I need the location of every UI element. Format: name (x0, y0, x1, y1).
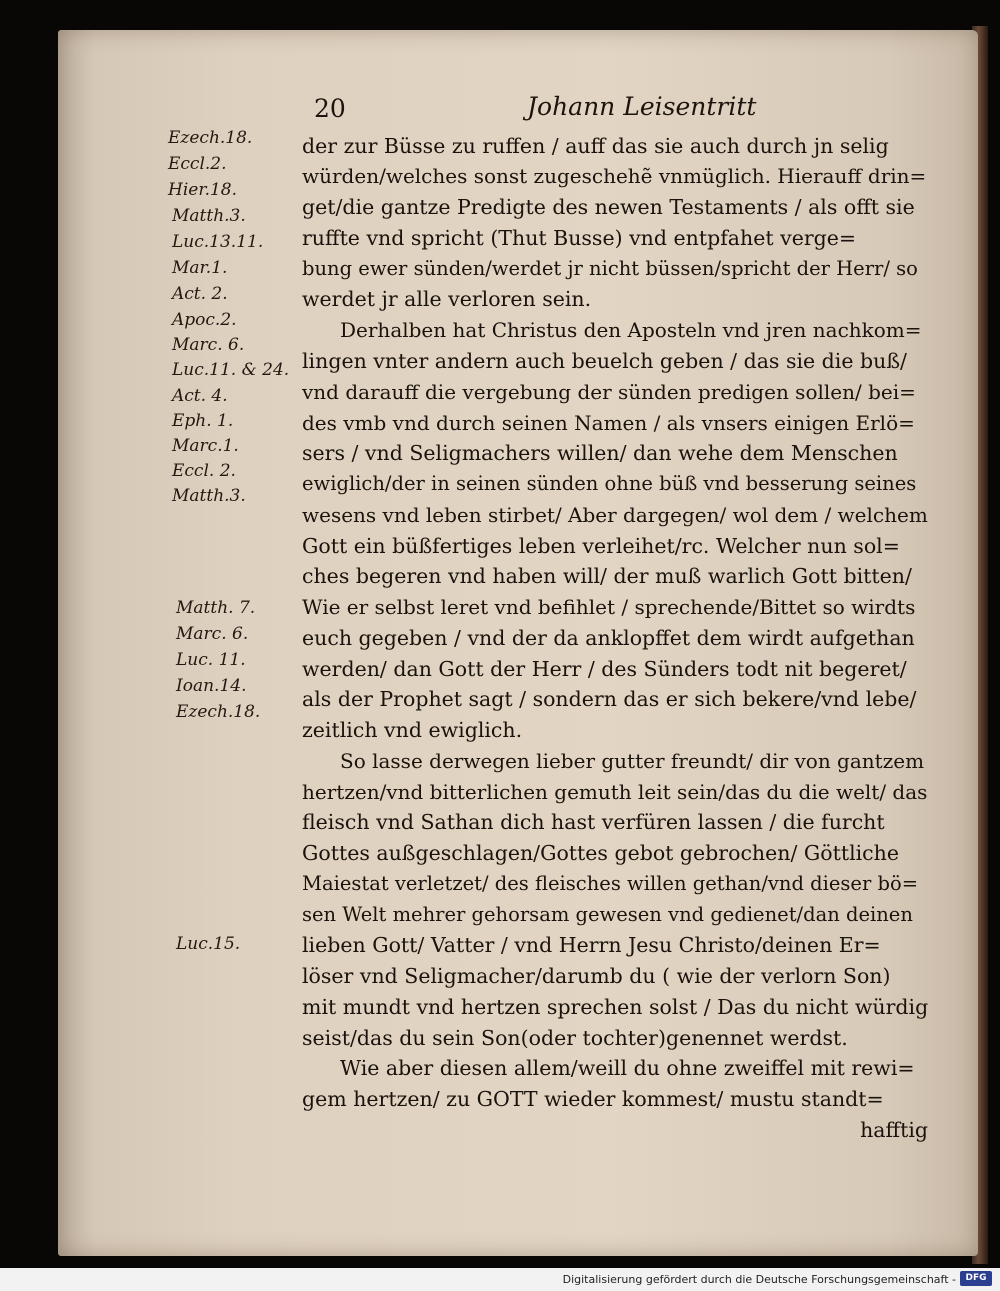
text-line: fleisch vnd Sathan dich hast verfüren lassen / die furcht (302, 810, 885, 834)
margin-note: Marc.1. (172, 436, 239, 456)
text-line: lieben Gott/ Vatter / vnd Herrn Jesu Christo/deinen Er= (302, 933, 881, 957)
margin-note: Luc. 11. (176, 650, 246, 670)
margin-note: Act. 4. (172, 386, 228, 406)
text-line: euch gegeben / vnd der da anklopffet dem wirdt aufgethan (302, 626, 915, 650)
text-line: seist/das du sein Son(oder tochter)genennet werdst. (302, 1026, 848, 1050)
text-line: als der Prophet sagt / sondern das er sich bekere/vnd lebe/ (302, 687, 917, 711)
text-line: der zur Büsse zu ruffen / auff das sie auch durch jn selig (302, 134, 889, 158)
text-line: Gott ein büßfertiges leben verleihet/rc. Welcher nun sol= (302, 534, 900, 558)
text-line: werdet jr alle verloren sein. (302, 287, 592, 311)
margin-note: Matth. 7. (176, 598, 256, 618)
margin-note: Eccl.2. (168, 154, 227, 174)
margin-note: Eph. 1. (172, 411, 234, 431)
text-line: Maiestat verletzet/ des fleisches willen gethan/vnd dieser bö= (302, 872, 919, 895)
margin-note: Luc.11. & 24. (172, 360, 290, 380)
text-line: So lasse derwegen lieber gutter freundt/ dir von gantzem (340, 749, 925, 773)
text-line: zeitlich vnd ewiglich. (302, 718, 523, 742)
text-line: löser vnd Seligmacher/darumb du ( wie der verlorn Son) (302, 964, 891, 988)
margin-note: Matth.3. (172, 486, 246, 506)
margin-note: Matth.3. (172, 206, 246, 226)
margin-note: Mar.1. (172, 258, 228, 278)
text-line: Wie er selbst leret vnd befihlet / sprechende/Bittet so wirdts (302, 595, 916, 619)
text-line: vnd darauff die vergebung der sünden predigen sollen/ bei= (302, 380, 916, 404)
text-line: sers / vnd Seligmachers willen/ dan wehe dem Menschen (302, 441, 898, 465)
margin-note: Ioan.14. (176, 676, 247, 696)
margin-note: Ezech.18. (168, 128, 253, 148)
text-line: mit mundt vnd hertzen sprechen solst / Das du nicht würdig (302, 995, 929, 1019)
text-line: get/die gantze Predigte des newen Testaments / als offt sie (302, 195, 915, 219)
text-line: würden/welches sonst zugeschehẽ vnmüglich. Hierauff drin= (302, 164, 927, 188)
funding-credit: Digitalisierung gefördert durch die Deutsche Forschungsgemeinschaft - (562, 1273, 956, 1286)
text-line: lingen vnter andern auch beuelch geben / das sie die buß/ (302, 349, 907, 373)
margin-note: Hier.18. (168, 180, 238, 200)
margin-note: Marc. 6. (176, 624, 249, 644)
text-line: ruffte vnd spricht (Thut Busse) vnd entpfahet verge= (302, 226, 857, 250)
text-line: hertzen/vnd bitterlichen gemuth leit sein/das du die welt/ das (302, 780, 928, 804)
text-line: Wie aber diesen allem/weill du ohne zweiffel mit rewi= (340, 1056, 915, 1080)
text-line: werden/ dan Gott der Herr / des Sünders todt nit begeret/ (302, 657, 907, 681)
margin-note: Luc.15. (176, 934, 241, 954)
running-title: Johann Leisentritt (527, 92, 757, 121)
text-line: des vmb vnd durch seinen Namen / als vnsers einigen Erlö= (302, 411, 915, 435)
text-line: Derhalben hat Christus den Aposteln vnd jren nachkom= (340, 318, 922, 342)
text-line: ewiglich/der in seinen sünden ohne büß vnd besserung seines (302, 472, 917, 495)
text-line: bung ewer sünden/werdet jr nicht büssen/spricht der Herr/ so (302, 257, 918, 280)
catchword: hafftig (860, 1118, 928, 1142)
margin-note: Ezech.18. (176, 702, 261, 722)
margin-note: Marc. 6. (172, 335, 245, 355)
text-line: wesens vnd leben stirbet/ Aber dargegen/ wol dem / welchem (302, 503, 928, 527)
margin-note: Eccl. 2. (172, 461, 236, 481)
text-line: sen Welt mehrer gehorsam gewesen vnd gedienet/dan deinen (302, 903, 913, 926)
text-line: ches begeren vnd haben will/ der muß warlich Gott bitten/ (302, 564, 912, 588)
text-line: gem hertzen/ zu GOTT wieder kommest/ mustu standt= (302, 1087, 884, 1111)
margin-note: Apoc.2. (172, 310, 237, 330)
dfg-logo: DFG (960, 1271, 992, 1286)
text-line: Gottes außgeschlagen/Gottes gebot gebrochen/ Göttliche (302, 841, 900, 865)
page-number: 20 (314, 94, 346, 123)
margin-note: Act. 2. (172, 284, 228, 304)
margin-note: Luc.13.11. (172, 232, 264, 252)
